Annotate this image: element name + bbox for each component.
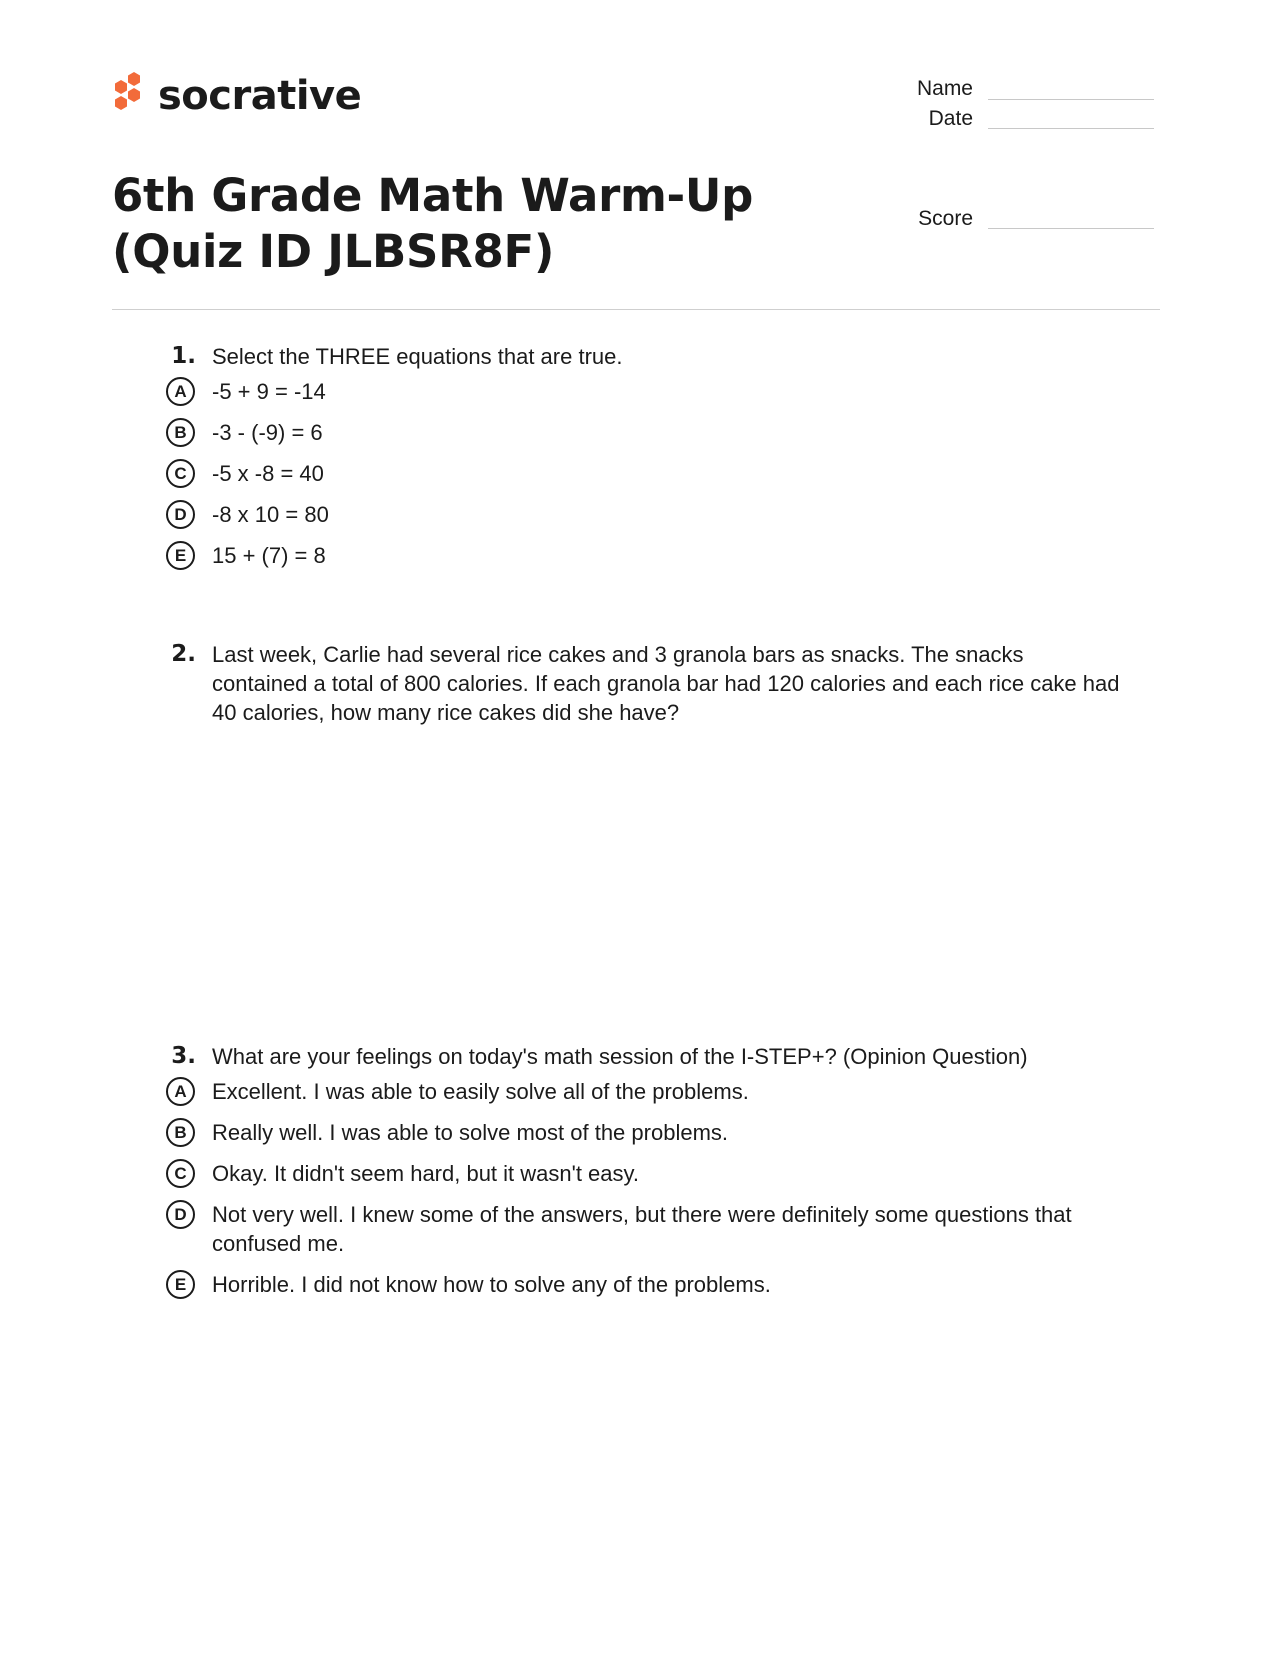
question-number: 2. xyxy=(171,641,196,667)
option-text: Not very well. I knew some of the answers, but there were definitely some questions that confused me. xyxy=(212,1202,1072,1256)
question-text: What are your feelings on today's math session of the I-STEP+? (Opinion Question) xyxy=(212,1044,1028,1069)
answer-option-b[interactable] xyxy=(160,418,1160,447)
answer-option-a[interactable] xyxy=(160,377,1160,406)
question-1 xyxy=(160,342,1160,582)
option-letter-badge: E xyxy=(166,1270,195,1299)
answer-option-e[interactable] xyxy=(160,1270,1160,1299)
socrative-logo xyxy=(110,70,361,122)
option-letter-badge: C xyxy=(166,1159,195,1188)
option-text: -5 x -8 = 40 xyxy=(212,461,324,486)
score-label: Score xyxy=(918,207,973,230)
answer-option-c[interactable] xyxy=(160,459,1160,488)
question-number: 3. xyxy=(171,1043,196,1069)
brand-name: socrative xyxy=(158,73,362,119)
answer-space[interactable] xyxy=(160,727,1160,1017)
option-text: -5 + 9 = -14 xyxy=(212,379,326,404)
option-letter-badge: E xyxy=(166,541,195,570)
question-number: 1. xyxy=(171,343,196,369)
option-letter-badge: D xyxy=(166,1200,195,1229)
option-text: Okay. It didn't seem hard, but it wasn't easy. xyxy=(212,1161,640,1186)
date-label: Date xyxy=(928,107,973,130)
option-letter-badge: B xyxy=(166,1118,195,1147)
question-text: Last week, Carlie had several rice cakes and 3 granola bars as snacks. The snacks contained a total of 800 calories. If each granola bar had 120 calories and each rice cake had 40 calories, how many rice cakes did she have? xyxy=(212,642,1120,725)
option-text: -3 - (-9) = 6 xyxy=(212,420,323,445)
answer-option-d[interactable] xyxy=(160,1200,1160,1258)
option-text: 15 + (7) = 8 xyxy=(212,543,326,568)
name-label: Name xyxy=(916,77,973,100)
option-letter-badge: A xyxy=(166,1077,195,1106)
page-title: 6th Grade Math Warm-Up (Quiz ID JLBSR8F) xyxy=(112,169,754,278)
option-letter-badge: B xyxy=(166,418,195,447)
answer-option-a[interactable] xyxy=(160,1077,1160,1106)
answer-option-e[interactable] xyxy=(160,541,1160,570)
header-divider xyxy=(112,309,1160,310)
name-field[interactable] xyxy=(988,99,1154,100)
option-text: Really well. I was able to solve most of the problems. xyxy=(212,1120,729,1145)
option-text: Horrible. I did not know how to solve any of the problems. xyxy=(212,1272,771,1297)
option-text: -8 x 10 = 80 xyxy=(212,502,329,527)
answer-option-d[interactable] xyxy=(160,500,1160,529)
question-3 xyxy=(160,1042,1160,1311)
option-letter-badge: A xyxy=(166,377,195,406)
answer-option-b[interactable] xyxy=(160,1118,1160,1147)
option-letter-badge: C xyxy=(166,459,195,488)
hexagon-cluster-icon xyxy=(110,70,150,122)
date-field[interactable] xyxy=(988,128,1154,129)
question-2 xyxy=(160,640,1160,1017)
score-field[interactable] xyxy=(988,228,1154,229)
option-letter-badge: D xyxy=(166,500,195,529)
option-text: Excellent. I was able to easily solve all of the problems. xyxy=(212,1079,749,1104)
answer-option-c[interactable] xyxy=(160,1159,1160,1188)
question-text: Select the THREE equations that are true. xyxy=(212,344,623,369)
